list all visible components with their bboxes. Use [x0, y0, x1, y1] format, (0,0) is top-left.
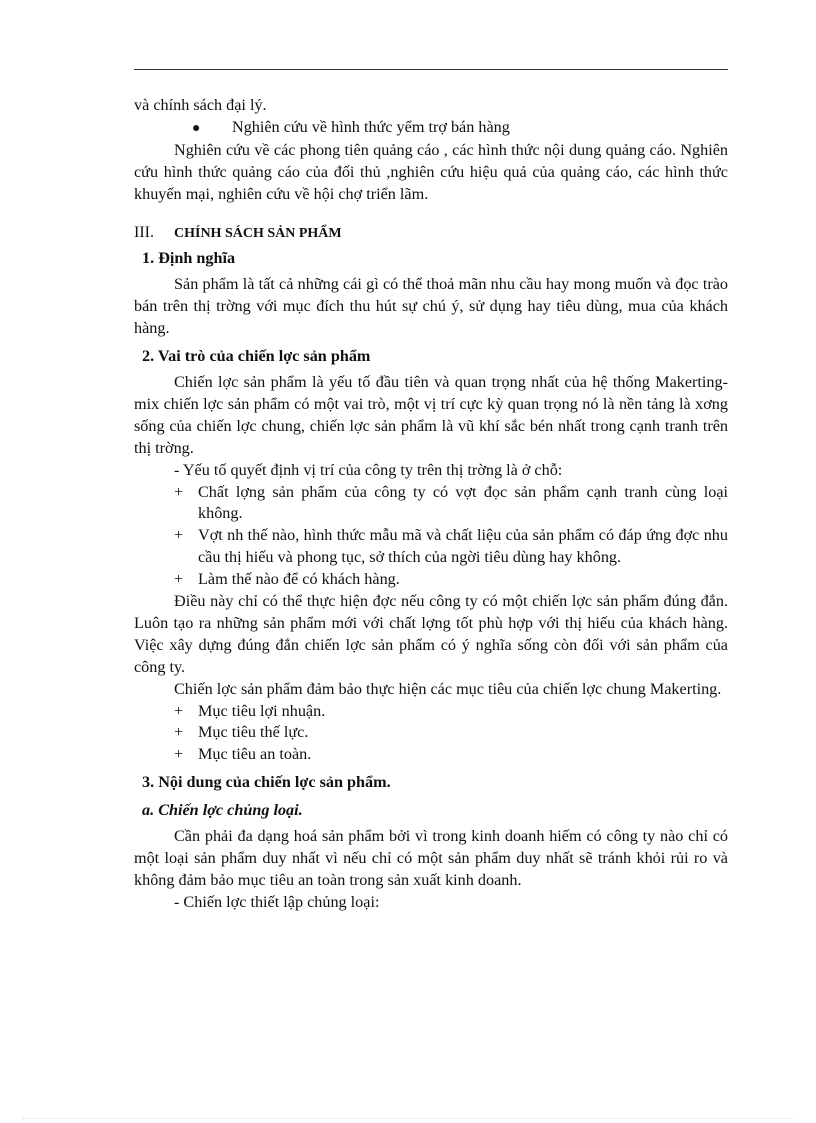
- section-heading: [134, 222, 728, 245]
- plus-text: Mục tiêu thế lực.: [198, 723, 309, 742]
- plus-icon: +: [174, 482, 184, 501]
- plus-text: Vợt nh thế nào, hình thức mẫu mã và chất liệu của sản phẩm có đáp ứng đợc nhu cầu thị hiếu và phong tục, sở thích của ngời tiêu dùng hay không.: [198, 526, 728, 567]
- plus-item: [134, 569, 728, 591]
- heading-definition: 1. Định nghĩa: [142, 249, 236, 268]
- plus-text: Chất lợng sản phẩm của công ty có vợt đọc sản phẩm cạnh tranh cùng loại không.: [198, 482, 728, 523]
- plus-icon: +: [174, 745, 184, 764]
- paragraph: Sản phẩm là tất cả những cái gì có thể thoả mãn nhu cầu hay mong muốn và đọc trào bán trên thị trờng với mục đích thu hút sự chú ý, sử dụng hay tiêu dùng, mua của khách hàng.: [134, 275, 728, 338]
- heading-role: 2. Vai trò của chiến lợc sản phẩm: [142, 347, 371, 366]
- section-number: III.: [134, 223, 154, 241]
- dash-line: - Chiến lợc thiết lập chủng loại:: [174, 892, 380, 911]
- section-title: CHÍNH SÁCH SẢN PHẨM: [174, 225, 342, 241]
- paragraph: Nghiên cứu về các phong tiên quảng cáo , các hình thức nội dung quảng cáo. Nghiên cứu hình thức quảng cáo của đối thủ ,nghiên cứu hiệu quả của quảng cáo, các hình thức khuyến mại, nghiên cứu về hội chợ triển lãm.: [134, 140, 728, 203]
- heading-category-strategy: a. Chiến lợc chủng loại.: [142, 801, 303, 820]
- plus-text: Mục tiêu an toàn.: [198, 745, 312, 764]
- plus-icon: +: [174, 701, 184, 720]
- plus-text: Làm thế nào để có khách hàng.: [198, 570, 400, 589]
- bullet-dot-icon: ●: [192, 120, 201, 136]
- plus-item: [134, 722, 728, 744]
- heading-content: 3. Nội dung của chiến lợc sản phẩm.: [142, 773, 391, 792]
- plus-icon: +: [174, 526, 184, 545]
- plus-icon: +: [174, 723, 184, 742]
- plus-item: [134, 525, 728, 569]
- footer-divider: [22, 1118, 794, 1119]
- plus-text: Mục tiêu lợi nhuận.: [198, 701, 326, 720]
- text-line: và chính sách đại lý.: [134, 96, 267, 114]
- plus-icon: +: [174, 570, 184, 589]
- document-body: [134, 95, 728, 914]
- plus-item: [134, 482, 728, 526]
- paragraph: Cần phải đa dạng hoá sản phẩm bởi vì trong kinh doanh hiếm có công ty nào chỉ có một loại sản phẩm duy nhất vì nếu chỉ có một sản phẩm duy nhất sẽ tránh khỏi rủi ro và không đảm bảo mục tiêu an toàn trong sản xuất kinh doanh.: [134, 827, 728, 889]
- bullet-text: Nghiên cứu về hình thức yểm trợ bán hàng: [232, 117, 510, 136]
- paragraph: Chiến lợc sản phẩm là yếu tố đầu tiên và quan trọng nhất của hệ thống Makerting-mix chiến lợc sản phẩm có một vai trò, một vị trí cực kỳ quan trọng nó là nền tảng là xơng sống của chiến lợc chung, chiến lợc sản phẩm là vũ khí sắc bén nhất trong cạnh tranh trên thị trờng.: [134, 372, 728, 457]
- plus-item: [134, 744, 728, 766]
- header-rule: [134, 69, 728, 70]
- paragraph: Điều này chỉ có thể thực hiện đợc nếu công ty có một chiến lợc sản phẩm đúng đắn. Luôn tạo ra những sản phẩm mới với chất lợng tốt phù hợp với thị hiếu của khách hàng. Việc xây dựng đúng đắn chiến lợc sản phẩm có ý nghĩa sống còn đối với sản phẩm của công ty.: [134, 592, 728, 676]
- plus-item: [134, 701, 728, 723]
- paragraph: Chiến lợc sản phẩm đảm bảo thực hiện các mục tiêu của chiến lợc chung Makerting.: [174, 679, 722, 698]
- dash-line: - Yếu tố quyết định vị trí của công ty trên thị trờng là ở chỗ:: [174, 460, 563, 479]
- bullet-item: [134, 117, 728, 140]
